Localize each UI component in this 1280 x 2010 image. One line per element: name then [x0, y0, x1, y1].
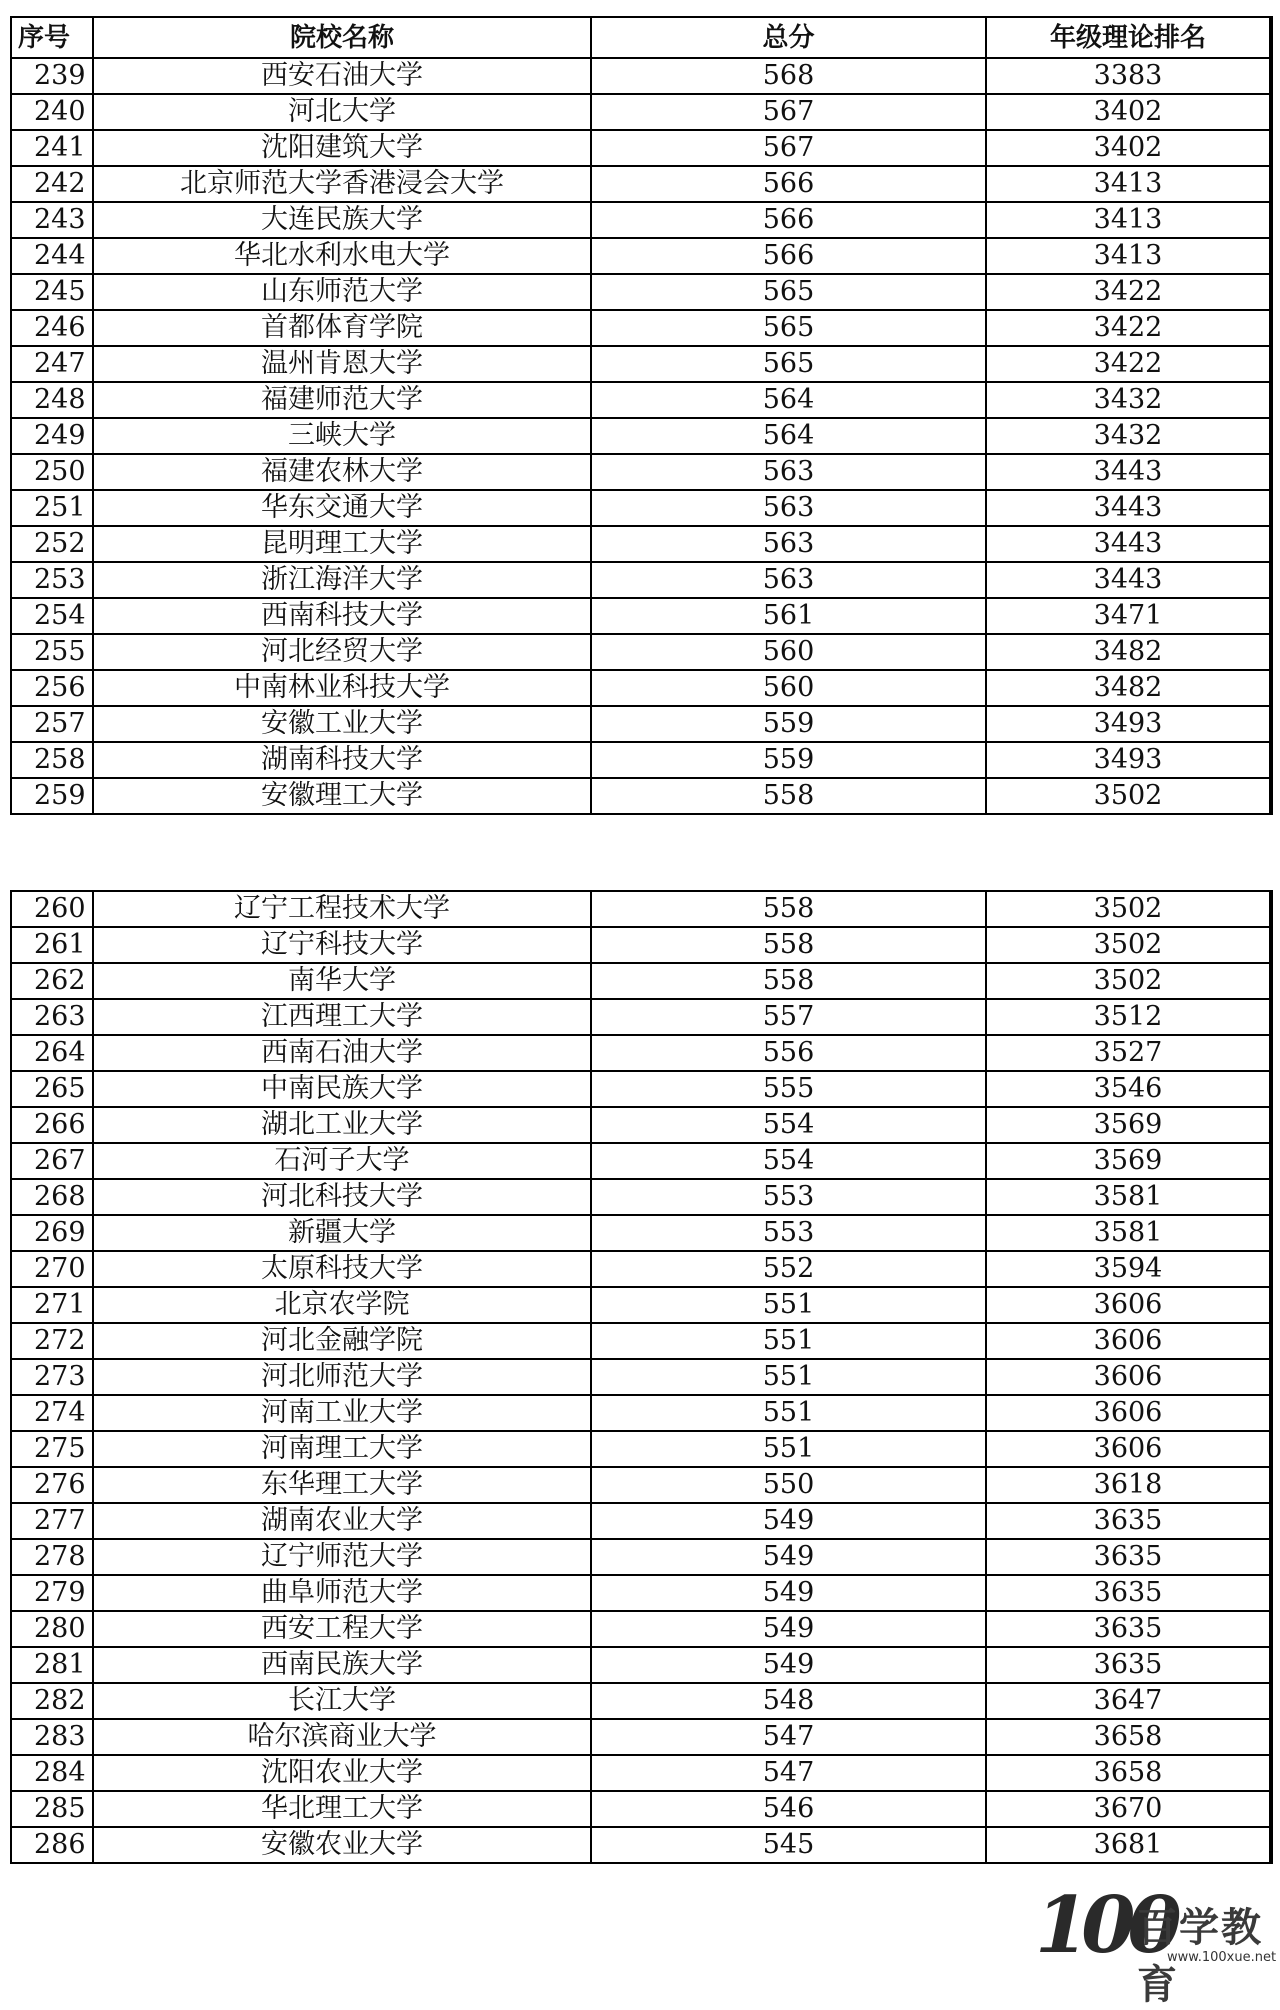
header-score: 总分	[591, 17, 986, 58]
cell-school: 石河子大学	[93, 1143, 591, 1179]
table-row	[11, 1647, 1271, 1683]
table-row	[11, 1143, 1271, 1179]
cell-rank: 3635	[986, 1539, 1271, 1575]
cell-rank: 3546	[986, 1071, 1271, 1107]
cell-school: 浙江海洋大学	[93, 562, 591, 598]
cell-rank: 3635	[986, 1647, 1271, 1683]
cell-rank: 3482	[986, 670, 1271, 706]
cell-score: 546	[591, 1791, 986, 1827]
cell-rank: 3413	[986, 166, 1271, 202]
cell-no: 248	[11, 382, 93, 418]
cell-no: 278	[11, 1539, 93, 1575]
cell-rank: 3594	[986, 1251, 1271, 1287]
cell-rank: 3502	[986, 778, 1271, 814]
cell-rank: 3569	[986, 1107, 1271, 1143]
cell-no: 277	[11, 1503, 93, 1539]
cell-rank: 3606	[986, 1395, 1271, 1431]
cell-score: 565	[591, 310, 986, 346]
table-row	[11, 238, 1271, 274]
cell-school: 河北科技大学	[93, 1179, 591, 1215]
table-row	[11, 418, 1271, 454]
cell-school: 河南工业大学	[93, 1395, 591, 1431]
table-row	[11, 1683, 1271, 1719]
cell-school: 太原科技大学	[93, 1251, 591, 1287]
table-row	[11, 1395, 1271, 1431]
cell-school: 首都体育学院	[93, 310, 591, 346]
cell-school: 河北金融学院	[93, 1323, 591, 1359]
table-row	[11, 130, 1271, 166]
cell-rank: 3422	[986, 346, 1271, 382]
header-school: 院校名称	[93, 17, 591, 58]
table-row	[11, 166, 1271, 202]
cell-score: 560	[591, 670, 986, 706]
cell-school: 辽宁工程技术大学	[93, 891, 591, 927]
table-row	[11, 1791, 1271, 1827]
cell-score: 565	[591, 274, 986, 310]
cell-school: 河北师范大学	[93, 1359, 591, 1395]
cell-no: 285	[11, 1791, 93, 1827]
table-row	[11, 94, 1271, 130]
cell-school: 河北大学	[93, 94, 591, 130]
cell-score: 555	[591, 1071, 986, 1107]
cell-no: 241	[11, 130, 93, 166]
table-row	[11, 202, 1271, 238]
cell-score: 563	[591, 454, 986, 490]
cell-rank: 3606	[986, 1431, 1271, 1467]
cell-school: 北京师范大学香港浸会大学	[93, 166, 591, 202]
table-row	[11, 999, 1271, 1035]
cell-score: 564	[591, 418, 986, 454]
cell-rank: 3527	[986, 1035, 1271, 1071]
table-row	[11, 1575, 1271, 1611]
cell-school: 山东师范大学	[93, 274, 591, 310]
cell-no: 258	[11, 742, 93, 778]
cell-school: 江西理工大学	[93, 999, 591, 1035]
cell-score: 549	[591, 1503, 986, 1539]
cell-score: 557	[591, 999, 986, 1035]
cell-no: 259	[11, 778, 93, 814]
header-rank: 年级理论排名	[986, 17, 1271, 58]
cell-score: 551	[591, 1395, 986, 1431]
cell-no: 255	[11, 634, 93, 670]
table-row	[11, 778, 1271, 814]
cell-rank: 3635	[986, 1611, 1271, 1647]
cell-rank: 3482	[986, 634, 1271, 670]
cell-school: 三峡大学	[93, 418, 591, 454]
cell-score: 554	[591, 1107, 986, 1143]
table-row	[11, 1503, 1271, 1539]
cell-no: 273	[11, 1359, 93, 1395]
ranking-table-bottom	[10, 890, 1273, 1864]
cell-school: 安徽工业大学	[93, 706, 591, 742]
cell-rank: 3402	[986, 130, 1271, 166]
cell-rank: 3502	[986, 963, 1271, 999]
table-row	[11, 706, 1271, 742]
cell-score: 558	[591, 891, 986, 927]
cell-rank: 3681	[986, 1827, 1271, 1863]
cell-no: 283	[11, 1719, 93, 1755]
cell-no: 251	[11, 490, 93, 526]
cell-school: 安徽农业大学	[93, 1827, 591, 1863]
cell-no: 274	[11, 1395, 93, 1431]
watermark-logo	[1035, 1880, 1277, 2008]
cell-score: 566	[591, 238, 986, 274]
ranking-table-top	[10, 16, 1273, 815]
table-row	[11, 454, 1271, 490]
cell-no: 269	[11, 1215, 93, 1251]
cell-no: 257	[11, 706, 93, 742]
cell-no: 266	[11, 1107, 93, 1143]
table-row	[11, 1431, 1271, 1467]
cell-score: 549	[591, 1539, 986, 1575]
cell-rank: 3606	[986, 1323, 1271, 1359]
logo-url: www.100xue.net	[1167, 1950, 1277, 1965]
cell-school: 中南民族大学	[93, 1071, 591, 1107]
cell-no: 261	[11, 927, 93, 963]
cell-rank: 3502	[986, 891, 1271, 927]
cell-no: 276	[11, 1467, 93, 1503]
cell-score: 559	[591, 742, 986, 778]
cell-no: 272	[11, 1323, 93, 1359]
table-row	[11, 382, 1271, 418]
cell-no: 243	[11, 202, 93, 238]
cell-score: 567	[591, 94, 986, 130]
cell-score: 566	[591, 166, 986, 202]
table-row	[11, 1179, 1271, 1215]
cell-score: 552	[591, 1251, 986, 1287]
header-no: 序号	[11, 17, 93, 58]
table-row	[11, 274, 1271, 310]
cell-no: 239	[11, 58, 93, 94]
cell-no: 271	[11, 1287, 93, 1323]
cell-rank: 3402	[986, 94, 1271, 130]
cell-rank: 3432	[986, 382, 1271, 418]
cell-no: 245	[11, 274, 93, 310]
table-row	[11, 1107, 1271, 1143]
cell-rank: 3658	[986, 1755, 1271, 1791]
table-row	[11, 1827, 1271, 1863]
table-row	[11, 1467, 1271, 1503]
cell-rank: 3658	[986, 1719, 1271, 1755]
cell-score: 549	[591, 1611, 986, 1647]
table-row	[11, 1287, 1271, 1323]
table-row	[11, 1071, 1271, 1107]
cell-rank: 3606	[986, 1287, 1271, 1323]
cell-score: 554	[591, 1143, 986, 1179]
cell-no: 280	[11, 1611, 93, 1647]
cell-no: 256	[11, 670, 93, 706]
cell-school: 华东交通大学	[93, 490, 591, 526]
table-header-row	[11, 17, 1271, 58]
cell-school: 昆明理工大学	[93, 526, 591, 562]
table-row	[11, 526, 1271, 562]
cell-school: 中南林业科技大学	[93, 670, 591, 706]
cell-score: 558	[591, 963, 986, 999]
cell-no: 267	[11, 1143, 93, 1179]
table-row	[11, 927, 1271, 963]
cell-score: 551	[591, 1323, 986, 1359]
table-row	[11, 1611, 1271, 1647]
cell-score: 549	[591, 1575, 986, 1611]
cell-rank: 3581	[986, 1215, 1271, 1251]
cell-no: 246	[11, 310, 93, 346]
cell-rank: 3443	[986, 562, 1271, 598]
cell-rank: 3502	[986, 927, 1271, 963]
cell-score: 558	[591, 778, 986, 814]
cell-score: 563	[591, 490, 986, 526]
cell-no: 260	[11, 891, 93, 927]
cell-school: 福建师范大学	[93, 382, 591, 418]
cell-school: 河南理工大学	[93, 1431, 591, 1467]
cell-rank: 3443	[986, 526, 1271, 562]
cell-score: 568	[591, 58, 986, 94]
cell-score: 547	[591, 1719, 986, 1755]
cell-rank: 3493	[986, 742, 1271, 778]
cell-no: 264	[11, 1035, 93, 1071]
cell-school: 辽宁科技大学	[93, 927, 591, 963]
cell-score: 551	[591, 1431, 986, 1467]
cell-no: 250	[11, 454, 93, 490]
cell-school: 北京农学院	[93, 1287, 591, 1323]
cell-rank: 3422	[986, 310, 1271, 346]
cell-rank: 3512	[986, 999, 1271, 1035]
logo-number: 100	[1035, 1880, 1174, 1971]
cell-rank: 3383	[986, 58, 1271, 94]
cell-score: 553	[591, 1215, 986, 1251]
cell-school: 南华大学	[93, 963, 591, 999]
cell-school: 湖南科技大学	[93, 742, 591, 778]
cell-no: 254	[11, 598, 93, 634]
cell-score: 549	[591, 1647, 986, 1683]
cell-school: 西南科技大学	[93, 598, 591, 634]
cell-score: 564	[591, 382, 986, 418]
cell-rank: 3443	[986, 454, 1271, 490]
table-row	[11, 963, 1271, 999]
cell-no: 263	[11, 999, 93, 1035]
table-row	[11, 1215, 1271, 1251]
table-row	[11, 562, 1271, 598]
cell-school: 西南石油大学	[93, 1035, 591, 1071]
cell-no: 249	[11, 418, 93, 454]
cell-score: 560	[591, 634, 986, 670]
cell-score: 553	[591, 1179, 986, 1215]
table-row	[11, 1539, 1271, 1575]
cell-rank: 3569	[986, 1143, 1271, 1179]
table-row	[11, 742, 1271, 778]
cell-school: 沈阳建筑大学	[93, 130, 591, 166]
cell-score: 565	[591, 346, 986, 382]
cell-school: 安徽理工大学	[93, 778, 591, 814]
cell-school: 大连民族大学	[93, 202, 591, 238]
cell-school: 长江大学	[93, 1683, 591, 1719]
cell-score: 551	[591, 1287, 986, 1323]
cell-school: 湖北工业大学	[93, 1107, 591, 1143]
cell-rank: 3606	[986, 1359, 1271, 1395]
table-row	[11, 346, 1271, 382]
cell-school: 沈阳农业大学	[93, 1755, 591, 1791]
cell-school: 曲阜师范大学	[93, 1575, 591, 1611]
cell-school: 辽宁师范大学	[93, 1539, 591, 1575]
cell-rank: 3413	[986, 202, 1271, 238]
cell-school: 福建农林大学	[93, 454, 591, 490]
cell-rank: 3413	[986, 238, 1271, 274]
cell-no: 275	[11, 1431, 93, 1467]
cell-score: 547	[591, 1755, 986, 1791]
cell-rank: 3493	[986, 706, 1271, 742]
table-row	[11, 1719, 1271, 1755]
cell-rank: 3635	[986, 1503, 1271, 1539]
table-row	[11, 58, 1271, 94]
cell-school: 西安石油大学	[93, 58, 591, 94]
cell-score: 556	[591, 1035, 986, 1071]
table-row	[11, 634, 1271, 670]
cell-school: 西安工程大学	[93, 1611, 591, 1647]
cell-no: 253	[11, 562, 93, 598]
cell-score: 558	[591, 927, 986, 963]
cell-no: 247	[11, 346, 93, 382]
cell-no: 282	[11, 1683, 93, 1719]
cell-rank: 3618	[986, 1467, 1271, 1503]
logo-name: 百学教育	[1137, 1904, 1263, 2008]
cell-no: 284	[11, 1755, 93, 1791]
cell-rank: 3471	[986, 598, 1271, 634]
cell-rank: 3443	[986, 490, 1271, 526]
table-row	[11, 310, 1271, 346]
cell-score: 567	[591, 130, 986, 166]
cell-score: 548	[591, 1683, 986, 1719]
cell-no: 244	[11, 238, 93, 274]
cell-no: 240	[11, 94, 93, 130]
cell-no: 262	[11, 963, 93, 999]
cell-score: 545	[591, 1827, 986, 1863]
table-row	[11, 1359, 1271, 1395]
table-row	[11, 490, 1271, 526]
cell-rank: 3635	[986, 1575, 1271, 1611]
cell-rank: 3647	[986, 1683, 1271, 1719]
table-row	[11, 670, 1271, 706]
cell-school: 河北经贸大学	[93, 634, 591, 670]
cell-school: 华北理工大学	[93, 1791, 591, 1827]
cell-score: 566	[591, 202, 986, 238]
cell-score: 563	[591, 526, 986, 562]
table-row	[11, 1323, 1271, 1359]
table-row	[11, 1755, 1271, 1791]
cell-no: 252	[11, 526, 93, 562]
cell-no: 242	[11, 166, 93, 202]
cell-score: 551	[591, 1359, 986, 1395]
cell-no: 281	[11, 1647, 93, 1683]
cell-school: 温州肯恩大学	[93, 346, 591, 382]
cell-rank: 3422	[986, 274, 1271, 310]
table-row	[11, 1251, 1271, 1287]
cell-rank: 3581	[986, 1179, 1271, 1215]
cell-score: 559	[591, 706, 986, 742]
cell-score: 563	[591, 562, 986, 598]
cell-no: 279	[11, 1575, 93, 1611]
cell-no: 270	[11, 1251, 93, 1287]
table-row	[11, 1035, 1271, 1071]
cell-rank: 3432	[986, 418, 1271, 454]
cell-school: 东华理工大学	[93, 1467, 591, 1503]
cell-no: 286	[11, 1827, 93, 1863]
cell-school: 湖南农业大学	[93, 1503, 591, 1539]
cell-school: 西南民族大学	[93, 1647, 591, 1683]
cell-rank: 3670	[986, 1791, 1271, 1827]
cell-school: 华北水利水电大学	[93, 238, 591, 274]
cell-school: 哈尔滨商业大学	[93, 1719, 591, 1755]
table-row	[11, 598, 1271, 634]
cell-no: 265	[11, 1071, 93, 1107]
cell-score: 550	[591, 1467, 986, 1503]
cell-school: 新疆大学	[93, 1215, 591, 1251]
table-row	[11, 891, 1271, 927]
cell-score: 561	[591, 598, 986, 634]
cell-no: 268	[11, 1179, 93, 1215]
